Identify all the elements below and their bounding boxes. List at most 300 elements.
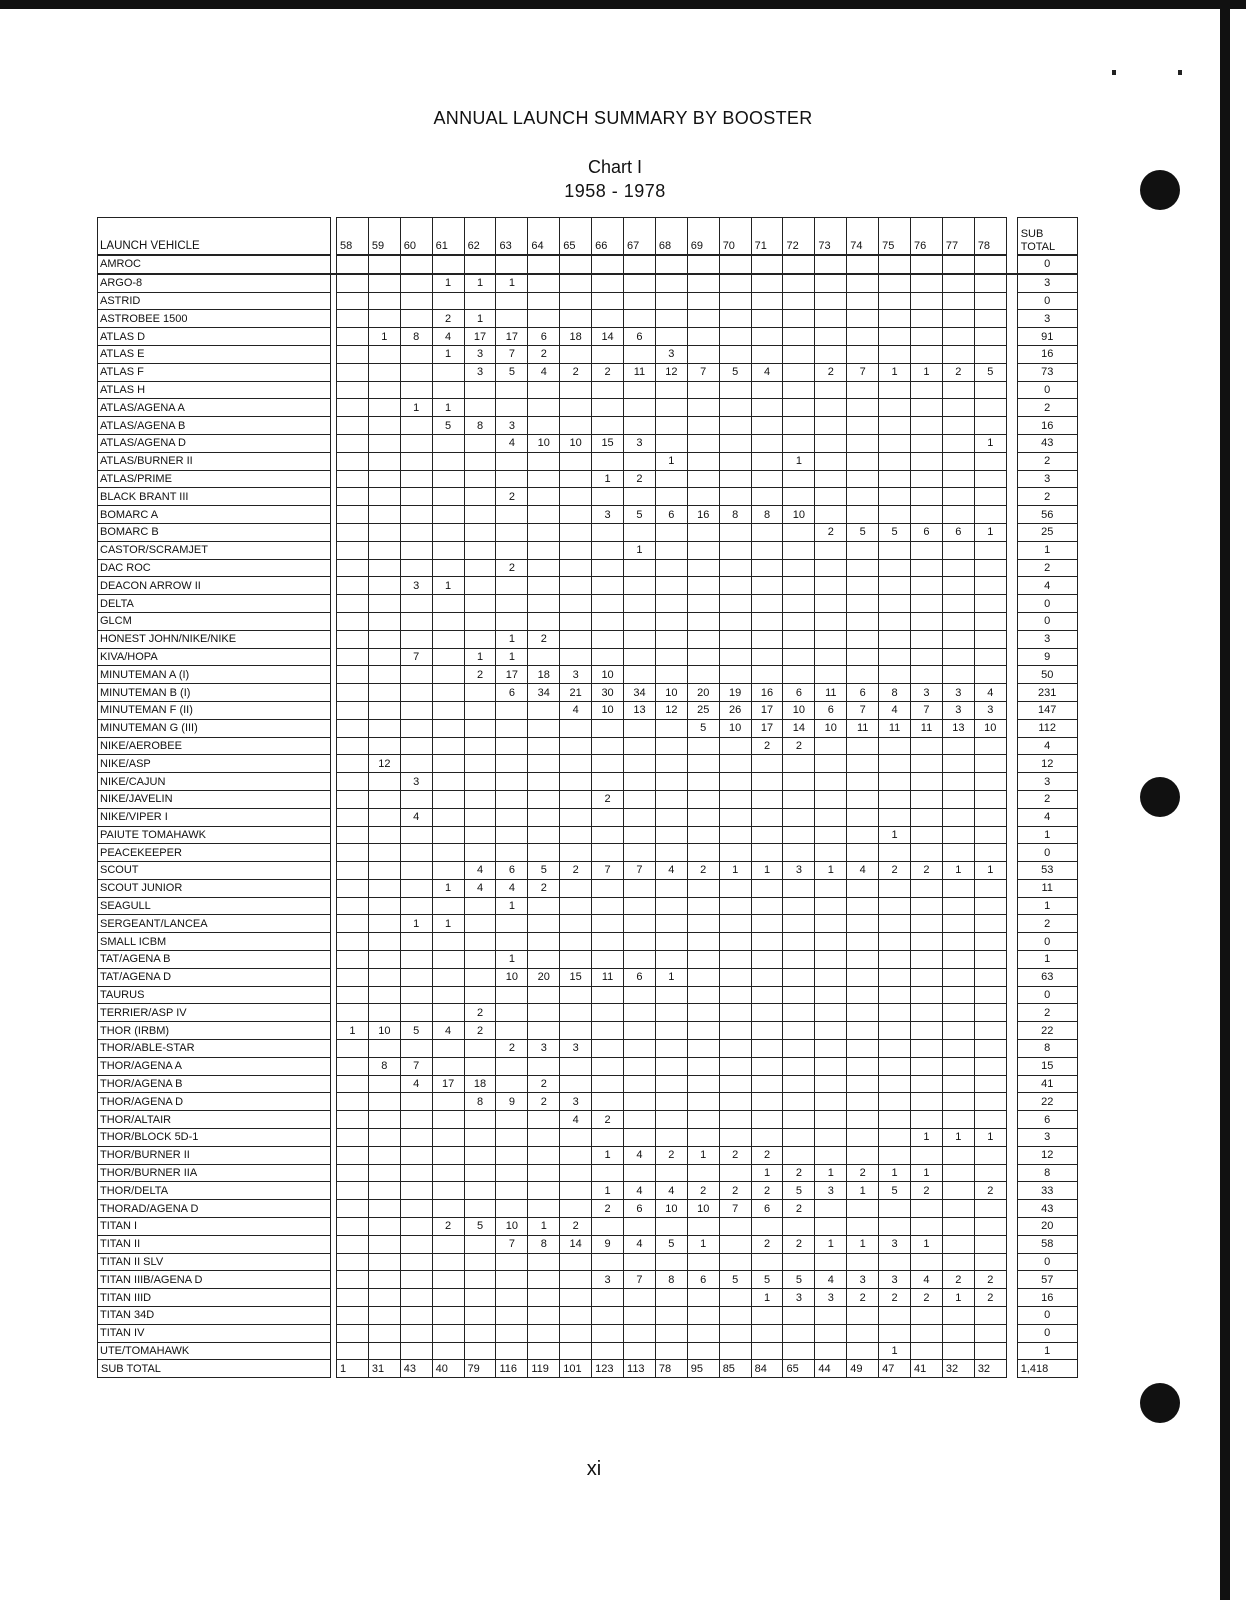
launch-count-cell: 10 bbox=[687, 1200, 719, 1218]
table-row bbox=[98, 1253, 1078, 1271]
launch-count-cell: 6 bbox=[751, 1200, 783, 1218]
launch-count-cell bbox=[815, 577, 847, 595]
launch-count-cell bbox=[528, 417, 560, 435]
launch-count-cell: 2 bbox=[592, 1200, 624, 1218]
launch-count-cell bbox=[592, 737, 624, 755]
launch-count-cell bbox=[655, 1342, 687, 1360]
launch-count-cell bbox=[751, 559, 783, 577]
column-separator bbox=[1006, 844, 1017, 862]
launch-count-cell bbox=[815, 310, 847, 328]
column-separator bbox=[1006, 363, 1017, 381]
launch-count-cell bbox=[783, 595, 815, 613]
launch-count-cell bbox=[911, 1022, 943, 1040]
column-separator bbox=[1006, 399, 1017, 417]
launch-count-cell bbox=[432, 470, 464, 488]
launch-count-cell bbox=[368, 986, 400, 1004]
launch-count-cell bbox=[368, 1111, 400, 1129]
launch-count-cell bbox=[337, 1307, 369, 1325]
launch-count-cell bbox=[592, 292, 624, 310]
launch-count-cell: 1 bbox=[432, 879, 464, 897]
table-row bbox=[98, 1342, 1078, 1360]
launch-count-cell: 1 bbox=[592, 1182, 624, 1200]
launch-count-cell bbox=[624, 790, 656, 808]
year-subtotal: 32 bbox=[974, 1360, 1006, 1378]
column-separator bbox=[1006, 1200, 1017, 1218]
launch-count-cell bbox=[368, 862, 400, 880]
launch-count-cell bbox=[783, 808, 815, 826]
table-row bbox=[98, 773, 1078, 791]
launch-count-cell bbox=[847, 1342, 879, 1360]
launch-count-cell bbox=[400, 719, 432, 737]
launch-count-cell bbox=[368, 933, 400, 951]
launch-count-cell bbox=[719, 1022, 751, 1040]
year-subtotal: 31 bbox=[368, 1360, 400, 1378]
column-separator bbox=[1006, 773, 1017, 791]
launch-count-cell bbox=[687, 1022, 719, 1040]
launch-count-cell bbox=[719, 844, 751, 862]
launch-count-cell: 2 bbox=[592, 790, 624, 808]
chart-label: Chart I bbox=[587, 157, 643, 177]
launch-count-cell: 20 bbox=[528, 968, 560, 986]
launch-count-cell bbox=[719, 1004, 751, 1022]
launch-count-cell bbox=[751, 1253, 783, 1271]
launch-count-cell bbox=[400, 292, 432, 310]
launch-count-cell bbox=[528, 559, 560, 577]
vehicle-name: ATLAS/BURNER II bbox=[98, 452, 331, 470]
launch-count-cell bbox=[655, 1093, 687, 1111]
launch-count-cell bbox=[432, 755, 464, 773]
launch-count-cell bbox=[911, 381, 943, 399]
launch-count-cell: 1 bbox=[911, 363, 943, 381]
launch-count-cell: 10 bbox=[496, 968, 528, 986]
launch-count-cell bbox=[400, 630, 432, 648]
launch-count-cell: 9 bbox=[496, 1093, 528, 1111]
launch-count-cell bbox=[815, 666, 847, 684]
launch-count-cell bbox=[368, 310, 400, 328]
launch-count-cell bbox=[655, 666, 687, 684]
launch-count-cell bbox=[337, 1057, 369, 1075]
launch-count-cell bbox=[368, 292, 400, 310]
launch-count-cell: 17 bbox=[496, 666, 528, 684]
launch-count-cell bbox=[528, 719, 560, 737]
launch-count-cell bbox=[496, 1022, 528, 1040]
header-year: 69 bbox=[687, 218, 719, 256]
launch-count-cell bbox=[847, 595, 879, 613]
launch-count-cell bbox=[592, 1324, 624, 1342]
launch-count-cell bbox=[847, 434, 879, 452]
vehicle-name: NIKE/VIPER I bbox=[98, 808, 331, 826]
launch-count-cell bbox=[974, 577, 1006, 595]
launch-count-cell bbox=[942, 595, 974, 613]
column-separator bbox=[1006, 345, 1017, 363]
launch-count-cell: 3 bbox=[815, 1289, 847, 1307]
launch-count-cell bbox=[879, 933, 911, 951]
row-subtotal: 22 bbox=[1017, 1022, 1077, 1040]
launch-count-cell bbox=[496, 1289, 528, 1307]
launch-count-cell bbox=[624, 915, 656, 933]
launch-count-cell bbox=[751, 381, 783, 399]
column-separator bbox=[1006, 559, 1017, 577]
launch-count-cell: 2 bbox=[624, 470, 656, 488]
launch-count-cell bbox=[624, 773, 656, 791]
launch-count-cell: 18 bbox=[560, 328, 592, 346]
launch-count-cell bbox=[751, 1307, 783, 1325]
launch-count-cell bbox=[879, 844, 911, 862]
launch-count-cell bbox=[400, 541, 432, 559]
launch-count-cell bbox=[560, 630, 592, 648]
launch-count-cell bbox=[368, 1093, 400, 1111]
launch-count-cell bbox=[815, 1200, 847, 1218]
launch-count-cell bbox=[368, 1075, 400, 1093]
row-subtotal: 0 bbox=[1017, 844, 1077, 862]
launch-count-cell bbox=[337, 737, 369, 755]
launch-count-cell bbox=[783, 630, 815, 648]
subtotal-label: SUB TOTAL bbox=[98, 1360, 331, 1378]
header-year: 75 bbox=[879, 218, 911, 256]
launch-count-cell bbox=[400, 1164, 432, 1182]
launch-count-cell bbox=[847, 1022, 879, 1040]
launch-count-cell bbox=[464, 506, 496, 524]
launch-count-cell: 1 bbox=[847, 1182, 879, 1200]
launch-count-cell bbox=[783, 1004, 815, 1022]
launch-count-cell: 5 bbox=[879, 523, 911, 541]
row-subtotal: 0 bbox=[1017, 1324, 1077, 1342]
launch-count-cell bbox=[815, 1146, 847, 1164]
launch-count-cell bbox=[432, 737, 464, 755]
year-subtotal: 119 bbox=[528, 1360, 560, 1378]
row-subtotal: 0 bbox=[1017, 595, 1077, 613]
launch-count-cell bbox=[528, 255, 560, 274]
table-row bbox=[98, 1129, 1078, 1147]
launch-count-cell bbox=[815, 1004, 847, 1022]
launch-count-cell: 8 bbox=[751, 506, 783, 524]
launch-count-cell bbox=[687, 559, 719, 577]
launch-count-cell bbox=[464, 986, 496, 1004]
launch-count-cell bbox=[592, 755, 624, 773]
table-row bbox=[98, 915, 1078, 933]
table-row bbox=[98, 328, 1078, 346]
launch-count-cell: 1 bbox=[911, 1164, 943, 1182]
launch-count-cell bbox=[337, 755, 369, 773]
launch-count-cell bbox=[751, 1040, 783, 1058]
launch-count-cell bbox=[655, 1307, 687, 1325]
launch-count-cell bbox=[337, 452, 369, 470]
vehicle-name: THOR/BLOCK 5D-1 bbox=[98, 1129, 331, 1147]
launch-count-cell bbox=[783, 523, 815, 541]
launch-count-cell bbox=[879, 1324, 911, 1342]
launch-count-cell bbox=[911, 1075, 943, 1093]
launch-count-cell bbox=[847, 951, 879, 969]
binder-hole-middle bbox=[1140, 777, 1180, 817]
launch-count-cell bbox=[464, 844, 496, 862]
launch-count-cell bbox=[942, 506, 974, 524]
launch-count-cell: 15 bbox=[592, 434, 624, 452]
launch-count-cell bbox=[974, 951, 1006, 969]
launch-count-cell bbox=[879, 951, 911, 969]
launch-count-cell bbox=[687, 1307, 719, 1325]
launch-count-cell: 10 bbox=[528, 434, 560, 452]
launch-count-cell: 1 bbox=[496, 630, 528, 648]
launch-count-cell: 4 bbox=[911, 1271, 943, 1289]
launch-count-cell bbox=[719, 666, 751, 684]
launch-count-cell bbox=[432, 1342, 464, 1360]
launch-count-cell bbox=[464, 915, 496, 933]
launch-count-cell: 3 bbox=[815, 1182, 847, 1200]
launch-count-cell bbox=[847, 255, 879, 274]
launch-count-cell bbox=[687, 255, 719, 274]
launch-count-cell: 1 bbox=[400, 399, 432, 417]
launch-count-cell: 7 bbox=[400, 648, 432, 666]
launch-count-cell: 1 bbox=[719, 862, 751, 880]
column-separator bbox=[1006, 218, 1017, 256]
column-separator bbox=[1006, 417, 1017, 435]
launch-count-cell bbox=[560, 1307, 592, 1325]
launch-count-cell bbox=[496, 737, 528, 755]
row-subtotal: 16 bbox=[1017, 1289, 1077, 1307]
launch-count-cell bbox=[400, 452, 432, 470]
launch-count-cell bbox=[624, 255, 656, 274]
launch-count-cell: 12 bbox=[655, 701, 687, 719]
launch-count-cell bbox=[687, 1004, 719, 1022]
launch-count-cell bbox=[719, 968, 751, 986]
launch-count-cell: 6 bbox=[624, 328, 656, 346]
launch-count-cell bbox=[368, 1040, 400, 1058]
launch-count-cell: 1 bbox=[464, 310, 496, 328]
launch-count-cell bbox=[368, 1289, 400, 1307]
launch-count-cell bbox=[783, 951, 815, 969]
launch-count-cell bbox=[687, 417, 719, 435]
launch-count-cell: 9 bbox=[592, 1235, 624, 1253]
launch-count-cell bbox=[911, 488, 943, 506]
launch-count-cell: 34 bbox=[528, 684, 560, 702]
row-subtotal: 53 bbox=[1017, 862, 1077, 880]
row-subtotal: 22 bbox=[1017, 1093, 1077, 1111]
launch-count-cell bbox=[592, 417, 624, 435]
launch-count-cell bbox=[400, 1004, 432, 1022]
launch-count-cell bbox=[879, 292, 911, 310]
launch-count-cell: 6 bbox=[815, 701, 847, 719]
header-year: 71 bbox=[751, 218, 783, 256]
launch-count-cell bbox=[655, 773, 687, 791]
row-subtotal: 43 bbox=[1017, 434, 1077, 452]
launch-count-cell bbox=[655, 933, 687, 951]
launch-count-cell bbox=[592, 986, 624, 1004]
row-subtotal: 0 bbox=[1017, 612, 1077, 630]
launch-count-cell: 5 bbox=[751, 1271, 783, 1289]
row-subtotal: 1 bbox=[1017, 897, 1077, 915]
launch-count-cell bbox=[432, 612, 464, 630]
launch-count-cell bbox=[496, 1253, 528, 1271]
launch-count-cell bbox=[400, 1182, 432, 1200]
table-row bbox=[98, 345, 1078, 363]
launch-count-cell bbox=[368, 612, 400, 630]
launch-count-cell bbox=[911, 292, 943, 310]
launch-count-cell bbox=[560, 1182, 592, 1200]
launch-count-cell: 5 bbox=[528, 862, 560, 880]
launch-count-cell bbox=[368, 506, 400, 524]
launch-count-cell: 10 bbox=[655, 684, 687, 702]
launch-count-cell bbox=[624, 648, 656, 666]
launch-count-cell bbox=[783, 1022, 815, 1040]
launch-count-cell bbox=[815, 844, 847, 862]
launch-count-cell bbox=[879, 1253, 911, 1271]
launch-count-cell: 2 bbox=[496, 488, 528, 506]
launch-count-cell bbox=[911, 274, 943, 292]
launch-count-cell bbox=[337, 879, 369, 897]
launch-count-cell: 26 bbox=[719, 701, 751, 719]
launch-count-cell bbox=[400, 274, 432, 292]
year-range: 1958 - 1978 bbox=[564, 181, 666, 201]
launch-count-cell bbox=[337, 1289, 369, 1307]
launch-count-cell bbox=[911, 1040, 943, 1058]
column-separator bbox=[1006, 897, 1017, 915]
launch-count-cell bbox=[368, 1200, 400, 1218]
launch-count-cell bbox=[815, 1057, 847, 1075]
launch-count-cell: 3 bbox=[624, 434, 656, 452]
launch-count-cell bbox=[879, 1004, 911, 1022]
launch-count-cell bbox=[942, 1164, 974, 1182]
launch-count-cell bbox=[337, 808, 369, 826]
launch-count-cell bbox=[368, 1004, 400, 1022]
column-separator bbox=[1006, 292, 1017, 310]
launch-count-cell bbox=[911, 915, 943, 933]
launch-count-cell bbox=[655, 1004, 687, 1022]
launch-count-cell bbox=[337, 790, 369, 808]
launch-count-cell: 4 bbox=[974, 684, 1006, 702]
launch-count-cell bbox=[655, 541, 687, 559]
launch-count-cell bbox=[368, 1253, 400, 1271]
launch-count-cell bbox=[592, 541, 624, 559]
table-row bbox=[98, 1075, 1078, 1093]
launch-count-cell bbox=[879, 1307, 911, 1325]
launch-count-cell bbox=[942, 968, 974, 986]
column-separator bbox=[1006, 1271, 1017, 1289]
launch-count-cell bbox=[942, 1182, 974, 1200]
launch-count-cell bbox=[911, 1093, 943, 1111]
launch-count-cell bbox=[655, 559, 687, 577]
launch-count-cell: 13 bbox=[942, 719, 974, 737]
launch-count-cell: 4 bbox=[464, 862, 496, 880]
launch-count-cell: 2 bbox=[464, 666, 496, 684]
column-separator bbox=[1006, 470, 1017, 488]
launch-count-cell bbox=[400, 1253, 432, 1271]
row-subtotal: 0 bbox=[1017, 986, 1077, 1004]
row-subtotal: 0 bbox=[1017, 292, 1077, 310]
launch-count-cell bbox=[974, 399, 1006, 417]
launch-count-cell bbox=[751, 897, 783, 915]
launch-count-cell bbox=[624, 559, 656, 577]
launch-count-cell bbox=[974, 292, 1006, 310]
launch-count-cell bbox=[911, 399, 943, 417]
launch-count-cell bbox=[687, 915, 719, 933]
launch-count-cell: 12 bbox=[368, 755, 400, 773]
launch-count-cell bbox=[496, 755, 528, 773]
table-row bbox=[98, 470, 1078, 488]
launch-count-cell bbox=[337, 773, 369, 791]
launch-count-cell: 5 bbox=[464, 1218, 496, 1236]
launch-count-cell bbox=[687, 933, 719, 951]
launch-count-cell bbox=[400, 470, 432, 488]
launch-count-cell bbox=[719, 577, 751, 595]
launch-count-cell bbox=[783, 470, 815, 488]
launch-count-cell bbox=[879, 666, 911, 684]
launch-count-cell bbox=[687, 630, 719, 648]
launch-count-cell bbox=[815, 328, 847, 346]
row-subtotal: 3 bbox=[1017, 1129, 1077, 1147]
launch-count-cell: 1 bbox=[974, 434, 1006, 452]
launch-count-cell bbox=[368, 773, 400, 791]
launch-count-cell bbox=[368, 274, 400, 292]
launch-count-cell bbox=[815, 1218, 847, 1236]
launch-count-cell bbox=[368, 719, 400, 737]
launch-count-cell bbox=[464, 1040, 496, 1058]
launch-count-cell bbox=[496, 452, 528, 470]
launch-count-cell bbox=[624, 844, 656, 862]
launch-count-cell bbox=[400, 844, 432, 862]
launch-count-cell bbox=[496, 1146, 528, 1164]
launch-count-cell bbox=[942, 755, 974, 773]
row-subtotal: 2 bbox=[1017, 452, 1077, 470]
launch-count-cell bbox=[942, 1111, 974, 1129]
launch-count-cell bbox=[592, 612, 624, 630]
launch-count-cell bbox=[719, 612, 751, 630]
document-title: ANNUAL LAUNCH SUMMARY BY BOOSTER bbox=[433, 108, 813, 128]
launch-count-cell bbox=[879, 915, 911, 933]
launch-count-cell bbox=[496, 595, 528, 613]
table-row bbox=[98, 1040, 1078, 1058]
launch-count-cell: 4 bbox=[655, 1182, 687, 1200]
scan-speck bbox=[1112, 70, 1116, 75]
table-row bbox=[98, 968, 1078, 986]
launch-count-cell bbox=[655, 1253, 687, 1271]
launch-count-cell: 10 bbox=[783, 506, 815, 524]
row-subtotal: 112 bbox=[1017, 719, 1077, 737]
launch-count-cell bbox=[847, 1111, 879, 1129]
launch-count-cell bbox=[942, 1200, 974, 1218]
launch-count-cell bbox=[560, 790, 592, 808]
launch-count-cell bbox=[911, 666, 943, 684]
year-subtotal: 32 bbox=[942, 1360, 974, 1378]
column-separator bbox=[1006, 1057, 1017, 1075]
launch-count-cell bbox=[783, 255, 815, 274]
launch-count-cell bbox=[528, 1307, 560, 1325]
launch-count-cell: 1 bbox=[942, 1289, 974, 1307]
launch-count-cell bbox=[464, 523, 496, 541]
launch-count-cell: 10 bbox=[560, 434, 592, 452]
launch-count-cell bbox=[464, 559, 496, 577]
launch-count-cell bbox=[560, 470, 592, 488]
launch-count-cell bbox=[751, 292, 783, 310]
launch-count-cell bbox=[496, 506, 528, 524]
column-separator bbox=[1006, 755, 1017, 773]
launch-count-cell: 1 bbox=[879, 826, 911, 844]
launch-count-cell: 2 bbox=[528, 1093, 560, 1111]
vehicle-name: CASTOR/SCRAMJET bbox=[98, 541, 331, 559]
launch-count-cell bbox=[911, 595, 943, 613]
row-subtotal: 57 bbox=[1017, 1271, 1077, 1289]
launch-count-cell bbox=[592, 452, 624, 470]
launch-count-cell bbox=[974, 808, 1006, 826]
launch-count-cell bbox=[432, 452, 464, 470]
launch-count-cell bbox=[368, 808, 400, 826]
launch-count-cell bbox=[400, 790, 432, 808]
launch-count-cell bbox=[496, 773, 528, 791]
launch-count-cell bbox=[368, 523, 400, 541]
launch-count-cell: 2 bbox=[751, 1146, 783, 1164]
launch-count-cell bbox=[815, 630, 847, 648]
launch-count-cell bbox=[432, 595, 464, 613]
launch-count-cell bbox=[496, 701, 528, 719]
